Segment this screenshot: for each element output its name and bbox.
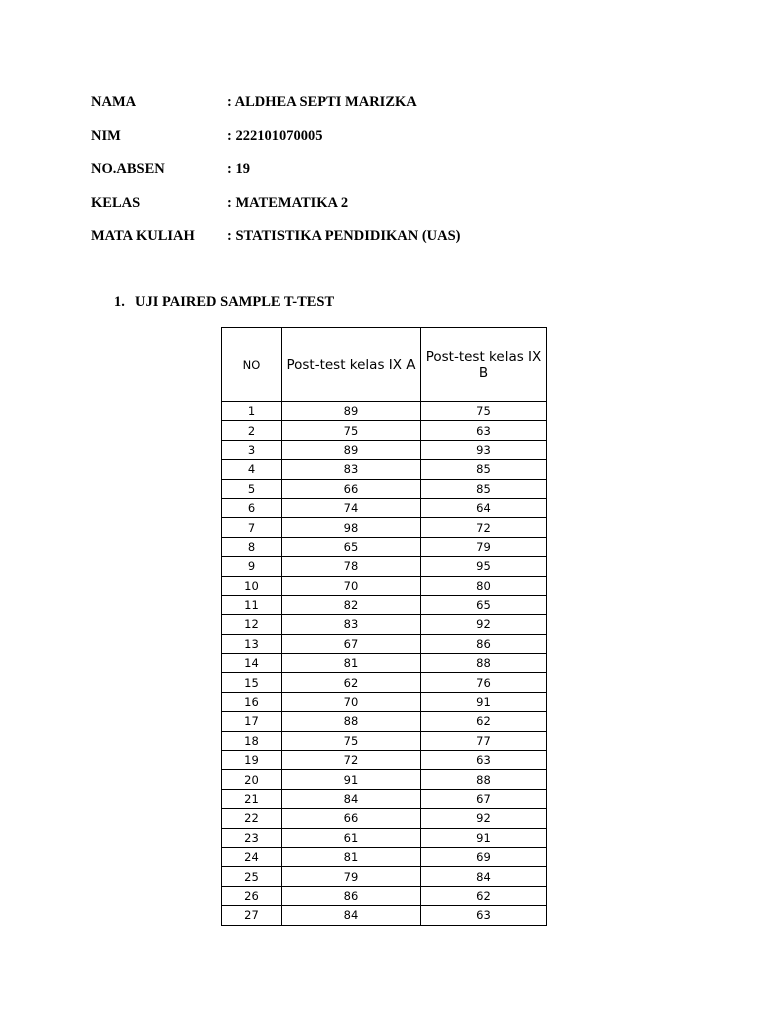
cell-post-test-a: 84 [282,789,421,808]
cell-post-test-b: 85 [421,479,547,498]
cell-post-test-b: 85 [421,460,547,479]
table-row [222,479,547,498]
cell-no: 3 [222,440,282,459]
cell-post-test-a: 75 [282,421,421,440]
table-row [222,421,547,440]
cell-post-test-b: 63 [421,906,547,925]
info-value: : MATEMATIKA 2 [227,194,349,211]
table-row [222,886,547,905]
cell-no: 23 [222,828,282,847]
table-row [222,634,547,653]
info-value: : 19 [227,161,250,177]
table-header-row [222,328,547,402]
table-row [222,595,547,614]
cell-no: 8 [222,537,282,556]
cell-post-test-b: 93 [421,440,547,459]
cell-post-test-b: 65 [421,595,547,614]
header-post-test-b: Post-test kelas IX B [421,328,547,402]
cell-post-test-a: 67 [282,634,421,653]
table-row [222,906,547,925]
cell-post-test-b: 72 [421,518,547,537]
table-row [222,537,547,556]
cell-no: 11 [222,595,282,614]
cell-post-test-a: 70 [282,576,421,595]
table-row [222,847,547,866]
table-row [222,518,547,537]
cell-no: 18 [222,731,282,750]
header-no: NO [222,328,282,402]
cell-no: 2 [222,421,282,440]
table-row [222,402,547,421]
table-row [222,440,547,459]
cell-no: 17 [222,712,282,731]
cell-post-test-b: 88 [421,654,547,673]
cell-post-test-b: 63 [421,421,547,440]
table-row [222,731,547,750]
cell-post-test-a: 70 [282,692,421,711]
cell-no: 14 [222,654,282,673]
table-row [222,789,547,808]
info-row-name [91,93,461,127]
table-row [222,673,547,692]
table-row [222,867,547,886]
cell-no: 24 [222,847,282,866]
section-title-text: UJI PAIRED SAMPLE T-TEST [135,294,335,310]
section-title [114,293,334,311]
data-table [221,327,547,926]
table-row [222,557,547,576]
cell-post-test-a: 83 [282,615,421,634]
cell-no: 12 [222,615,282,634]
table-row [222,654,547,673]
student-info [91,93,461,261]
cell-no: 25 [222,867,282,886]
cell-post-test-b: 79 [421,537,547,556]
cell-post-test-a: 98 [282,518,421,537]
table-row [222,576,547,595]
cell-post-test-b: 69 [421,847,547,866]
table-row [222,828,547,847]
cell-post-test-b: 92 [421,615,547,634]
info-label: MATA KULIAH [91,228,195,244]
cell-no: 19 [222,751,282,770]
cell-post-test-b: 62 [421,712,547,731]
cell-post-test-a: 65 [282,537,421,556]
table-row [222,498,547,517]
cell-post-test-a: 79 [282,867,421,886]
cell-post-test-a: 81 [282,847,421,866]
cell-no: 13 [222,634,282,653]
cell-post-test-a: 66 [282,479,421,498]
cell-post-test-b: 86 [421,634,547,653]
cell-post-test-b: 76 [421,673,547,692]
cell-post-test-b: 92 [421,809,547,828]
cell-post-test-a: 84 [282,906,421,925]
table-row [222,692,547,711]
cell-post-test-b: 95 [421,557,547,576]
cell-post-test-a: 66 [282,809,421,828]
cell-post-test-b: 62 [421,886,547,905]
cell-post-test-b: 80 [421,576,547,595]
cell-no: 15 [222,673,282,692]
cell-post-test-a: 89 [282,402,421,421]
info-value: : ALDHEA SEPTI MARIZKA [227,94,417,110]
cell-post-test-a: 91 [282,770,421,789]
cell-no: 22 [222,809,282,828]
info-row-absen [91,160,461,194]
cell-no: 27 [222,906,282,925]
info-label: NAMA [91,94,137,110]
cell-no: 1 [222,402,282,421]
cell-no: 26 [222,886,282,905]
cell-post-test-a: 62 [282,673,421,692]
info-label: NO.ABSEN [91,161,165,177]
cell-post-test-b: 64 [421,498,547,517]
cell-post-test-b: 88 [421,770,547,789]
cell-post-test-a: 81 [282,654,421,673]
table-row [222,712,547,731]
table-row [222,809,547,828]
cell-post-test-b: 67 [421,789,547,808]
table-body [222,402,547,926]
info-row-kelas [91,194,461,228]
cell-no: 20 [222,770,282,789]
cell-post-test-a: 72 [282,751,421,770]
info-value: : STATISTIKA PENDIDIKAN (UAS) [227,228,461,244]
cell-post-test-b: 91 [421,828,547,847]
cell-post-test-a: 82 [282,595,421,614]
cell-post-test-b: 77 [421,731,547,750]
cell-post-test-a: 61 [282,828,421,847]
cell-post-test-a: 83 [282,460,421,479]
cell-post-test-a: 74 [282,498,421,517]
cell-no: 5 [222,479,282,498]
info-label: KELAS [91,194,141,211]
cell-no: 21 [222,789,282,808]
table-row [222,460,547,479]
cell-post-test-a: 89 [282,440,421,459]
info-value: : 222101070005 [227,127,323,144]
cell-no: 10 [222,576,282,595]
cell-post-test-b: 75 [421,402,547,421]
cell-post-test-a: 88 [282,712,421,731]
section-number: 1. [114,294,125,310]
cell-post-test-a: 75 [282,731,421,750]
table-row [222,615,547,634]
info-row-nim [91,127,461,161]
cell-no: 4 [222,460,282,479]
cell-post-test-b: 91 [421,692,547,711]
header-post-test-a: Post-test kelas IX A [282,328,421,402]
table-row [222,751,547,770]
cell-no: 7 [222,518,282,537]
cell-post-test-b: 84 [421,867,547,886]
info-row-mata-kuliah [91,227,461,261]
cell-post-test-a: 86 [282,886,421,905]
cell-no: 16 [222,692,282,711]
cell-no: 6 [222,498,282,517]
cell-post-test-a: 78 [282,557,421,576]
table-row [222,770,547,789]
info-label: NIM [91,127,121,144]
cell-no: 9 [222,557,282,576]
cell-post-test-b: 63 [421,751,547,770]
